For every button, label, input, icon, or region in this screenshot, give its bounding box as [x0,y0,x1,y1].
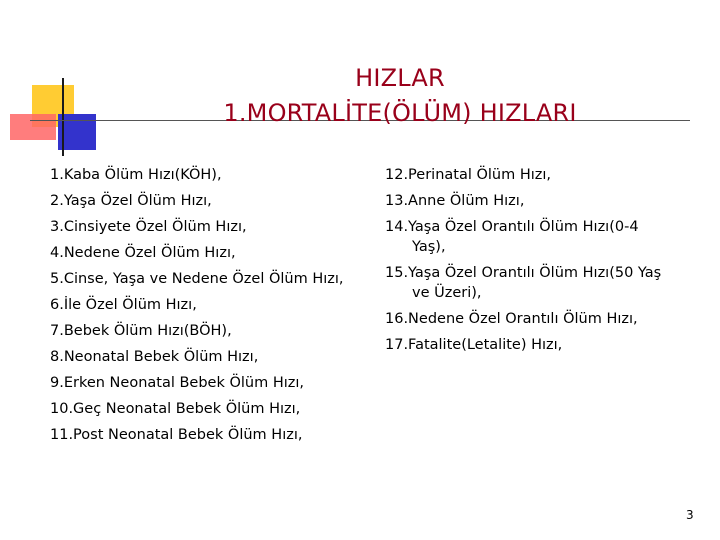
list-item: 7.Bebek Ölüm Hızı(BÖH), [50,323,232,339]
page-number: 3 [686,508,694,522]
list-item: 17.Fatalite(Letalite) Hızı, [385,337,563,353]
list-item: 10.Geç Neonatal Bebek Ölüm Hızı, [50,401,301,417]
list-item: 8.Neonatal Bebek Ölüm Hızı, [50,349,259,365]
list-item: 11.Post Neonatal Bebek Ölüm Hızı, [50,427,303,443]
right-list [385,162,705,358]
decorative-red-block [10,114,56,140]
list-item: 6.İle Özel Ölüm Hızı, [50,297,197,313]
left-list [50,162,390,448]
list-item: 14.Yaşa Özel Orantılı Ölüm Hızı(0-4 [385,219,639,235]
list-item: 2.Yaşa Özel Ölüm Hızı, [50,193,212,209]
list-item: 4.Nedene Özel Ölüm Hızı, [50,245,236,261]
list-item: 1.Kaba Ölüm Hızı(KÖH), [50,167,222,183]
list-item: 13.Anne Ölüm Hızı, [385,193,525,209]
list-item: 16.Nedene Özel Orantılı Ölüm Hızı, [385,311,638,327]
list-item: 9.Erken Neonatal Bebek Ölüm Hızı, [50,375,305,391]
list-item: 12.Perinatal Ölüm Hızı, [385,167,552,183]
slide-title: HIZLAR [355,64,445,92]
list-item: 5.Cinse, Yaşa ve Nedene Özel Ölüm Hızı, [50,271,344,287]
list-item: 3.Cinsiyete Özel Ölüm Hızı, [50,219,247,235]
list-item-continuation: ve Üzeri), [412,285,482,301]
list-item: 15.Yaşa Özel Orantılı Ölüm Hızı(50 Yaş [385,265,662,281]
decorative-vertical-line [62,78,64,156]
slide-subtitle: 1.MORTALİTE(ÖLÜM) HIZLARI [223,99,577,127]
list-item-continuation: Yaş), [412,239,446,255]
